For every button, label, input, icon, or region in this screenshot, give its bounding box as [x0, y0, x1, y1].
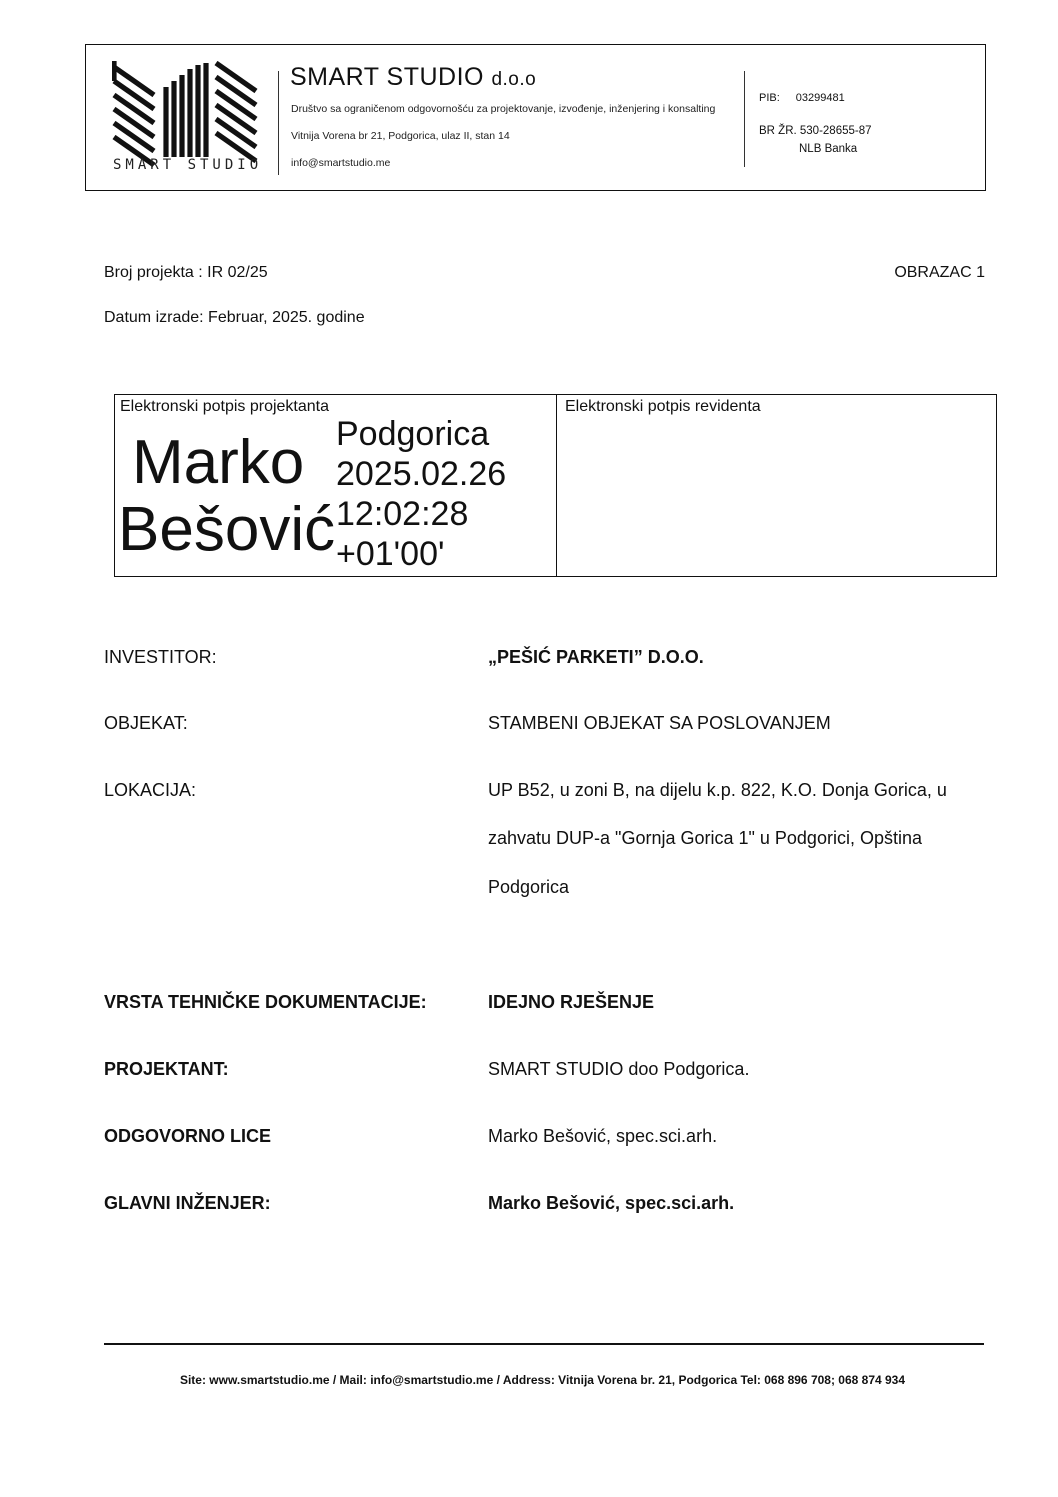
investor-value: „PEŠIĆ PARKETI” D.O.O. [488, 647, 704, 667]
signature-name-last: Bešović [118, 495, 336, 564]
bank-account: BR ŽR. 530-28655-87 [759, 125, 872, 137]
signature-name-first: Marko [132, 428, 305, 497]
header-divider [278, 71, 279, 175]
signature-place: Podgorica [336, 415, 490, 453]
company-header [85, 44, 986, 191]
signature-date: 2025.02.26 [336, 455, 507, 493]
signature-table [114, 394, 997, 577]
company-email: info@smartstudio.me [291, 157, 391, 169]
signature-divider [556, 395, 557, 576]
project-number: Broj projekta : IR 02/25 [104, 264, 268, 281]
designer-value: SMART STUDIO doo Podgorica. [488, 1059, 750, 1079]
signature-timezone: +01'00' [336, 535, 445, 573]
logo-wordmark: SMART STUDIO [113, 157, 263, 173]
pib-label: PIB: [759, 92, 780, 104]
pib [759, 92, 845, 104]
company-name-main: SMART STUDIO [290, 63, 484, 91]
object-value: STAMBENI OBJEKAT SA POSLOVANJEM [488, 713, 831, 733]
footer-contact: Site: www.smartstudio.me / Mail: info@smartstudio.me / Address: Vitnija Vorena br. 21, Podgorica Tel: 068 896 708; 068 874 934 [179, 1373, 906, 1387]
signature-time: 12:02:28 [336, 495, 469, 533]
responsible-label: ODGOVORNO LICE [104, 1126, 272, 1146]
reviewer-signature-label: Elektronski potpis revidenta [565, 398, 761, 415]
company-name-suffix: d.o.o [491, 69, 537, 90]
object-label: OBJEKAT: [104, 713, 188, 733]
location-line-3: Podgorica [488, 877, 570, 897]
form-label: OBRAZAC 1 [894, 264, 985, 281]
doc-type-value: IDEJNO RJEŠENJE [488, 992, 655, 1012]
doc-type-label: VRSTA TEHNIČKE DOKUMENTACIJE: [104, 992, 427, 1012]
location-label: LOKACIJA: [104, 780, 197, 800]
bank-name: NLB Banka [799, 143, 858, 155]
location-line-2: zahvatu DUP-a "Gornja Gorica 1" u Podgorici, Opština [488, 828, 922, 848]
chief-engineer-label: GLAVNI INŽENJER: [104, 1193, 271, 1213]
company-name [290, 63, 536, 92]
designer-signature-label: Elektronski potpis projektanta [120, 398, 329, 415]
footer-divider [104, 1343, 984, 1345]
pib-value: 03299481 [795, 92, 845, 104]
header-divider [744, 71, 745, 167]
investor-label: INVESTITOR: [104, 647, 217, 667]
designer-label: PROJEKTANT: [104, 1059, 229, 1079]
creation-date: Datum izrade: Februar, 2025. godine [104, 309, 365, 326]
responsible-value: Marko Bešović, spec.sci.arh. [488, 1126, 718, 1146]
location-line-1: UP B52, u zoni B, na dijelu k.p. 822, K.O. Donja Gorica, u [488, 780, 947, 800]
company-description: Društvo sa ograničenom odgovornošću za projektovanje, izvođenje, inženjering i konsalting [291, 103, 716, 115]
chief-engineer-value: Marko Bešović, spec.sci.arh. [488, 1193, 735, 1213]
company-address: Vitnija Vorena br 21, Podgorica, ulaz II, stan 14 [291, 130, 510, 142]
